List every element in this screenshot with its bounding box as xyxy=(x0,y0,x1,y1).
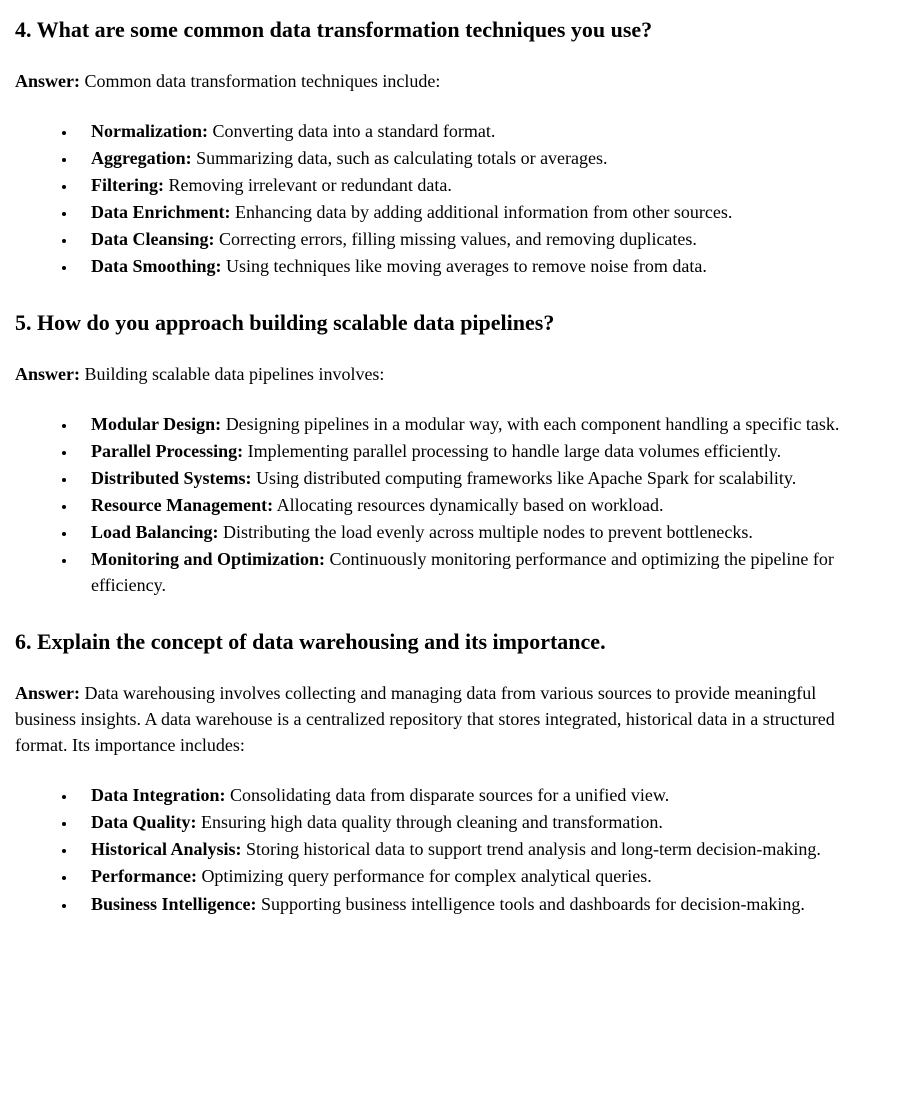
answer-text: Building scalable data pipelines involves: xyxy=(84,363,385,384)
bullet-term: Performance: xyxy=(91,866,197,887)
question-heading: 6. Explain the concept of data warehousing and its importance. xyxy=(15,629,606,655)
answer-label: Answer: xyxy=(15,363,80,384)
question-heading: 5. How do you approach building scalable data pipelines? xyxy=(15,310,555,336)
bullet-text: Removing irrelevant or redundant data. xyxy=(168,174,452,195)
answer-paragraph xyxy=(15,68,876,94)
list-item xyxy=(77,836,876,862)
answer-label: Answer: xyxy=(15,70,80,91)
bullet-text: Supporting business intelligence tools and dashboards for decision-making. xyxy=(261,893,805,914)
bullet-text: Designing pipelines in a modular way, with each component handling a specific task. xyxy=(225,413,840,434)
list-item xyxy=(77,199,876,225)
bullet-list xyxy=(15,118,876,280)
answer-paragraph xyxy=(15,680,876,758)
answer-paragraph xyxy=(15,361,876,387)
qa-section-5 xyxy=(15,309,876,598)
bullet-term: Distributed Systems: xyxy=(91,467,252,488)
bullet-text: Continuously monitoring performance and optimizing the pipeline for efficiency. xyxy=(91,549,834,596)
bullet-text: Using techniques like moving averages to remove noise from data. xyxy=(226,256,707,277)
answer-text: Data warehousing involves collecting and managing data from various sources to provide meaningful business insights. A data warehouse is a centralized repository that stores integrated, historical data in a structured format. Its importance includes: xyxy=(15,682,835,756)
answer-text: Common data transformation techniques include: xyxy=(84,70,441,91)
bullet-list xyxy=(15,411,876,599)
question-heading: 4. What are some common data transformation techniques you use? xyxy=(15,17,653,42)
qa-section-6 xyxy=(15,628,876,916)
list-item xyxy=(77,863,876,889)
list-item xyxy=(77,782,876,808)
bullet-text: Allocating resources dynamically based on workload. xyxy=(276,495,664,516)
list-item xyxy=(77,145,876,171)
list-item xyxy=(77,118,876,144)
list-item xyxy=(77,411,876,437)
list-item xyxy=(77,172,876,198)
bullet-term: Load Balancing: xyxy=(91,522,219,543)
list-item xyxy=(77,492,876,518)
bullet-term: Data Cleansing: xyxy=(91,228,215,249)
bullet-text: Distributing the load evenly across multiple nodes to prevent bottlenecks. xyxy=(223,522,753,543)
bullet-term: Data Enrichment: xyxy=(91,201,231,222)
list-item xyxy=(77,546,876,598)
bullet-text: Consolidating data from disparate sources for a unified view. xyxy=(229,785,670,806)
answer-label: Answer: xyxy=(15,682,80,703)
bullet-text: Converting data into a standard format. xyxy=(212,120,496,141)
list-item xyxy=(77,226,876,252)
bullet-term: Data Smoothing: xyxy=(91,256,222,277)
bullet-text: Implementing parallel processing to handle large data volumes efficiently. xyxy=(247,440,782,461)
bullet-term: Modular Design: xyxy=(91,413,222,434)
bullet-term: Historical Analysis: xyxy=(91,839,242,860)
bullet-term: Filtering: xyxy=(91,174,164,195)
bullet-text: Storing historical data to support trend analysis and long-term decision-making. xyxy=(246,839,821,860)
list-item xyxy=(77,465,876,491)
qa-section-4 xyxy=(15,16,876,279)
bullet-text: Summarizing data, such as calculating totals or averages. xyxy=(196,147,608,168)
bullet-text: Optimizing query performance for complex analytical queries. xyxy=(201,866,652,887)
list-item xyxy=(77,253,876,279)
bullet-list xyxy=(15,782,876,916)
bullet-text: Using distributed computing frameworks like Apache Spark for scalability. xyxy=(256,467,797,488)
bullet-term: Parallel Processing: xyxy=(91,440,244,461)
bullet-term: Data Integration: xyxy=(91,785,226,806)
list-item xyxy=(77,519,876,545)
list-item xyxy=(77,809,876,835)
bullet-term: Business Intelligence: xyxy=(91,893,257,914)
bullet-text: Ensuring high data quality through cleaning and transformation. xyxy=(201,812,663,833)
bullet-text: Enhancing data by adding additional information from other sources. xyxy=(234,201,733,222)
bullet-text: Correcting errors, filling missing values, and removing duplicates. xyxy=(219,228,697,249)
bullet-term: Resource Management: xyxy=(91,495,274,516)
list-item xyxy=(77,891,876,917)
bullet-term: Monitoring and Optimization: xyxy=(91,549,326,570)
bullet-term: Normalization: xyxy=(91,120,208,141)
list-item xyxy=(77,438,876,464)
bullet-term: Data Quality: xyxy=(91,812,197,833)
bullet-term: Aggregation: xyxy=(91,147,192,168)
